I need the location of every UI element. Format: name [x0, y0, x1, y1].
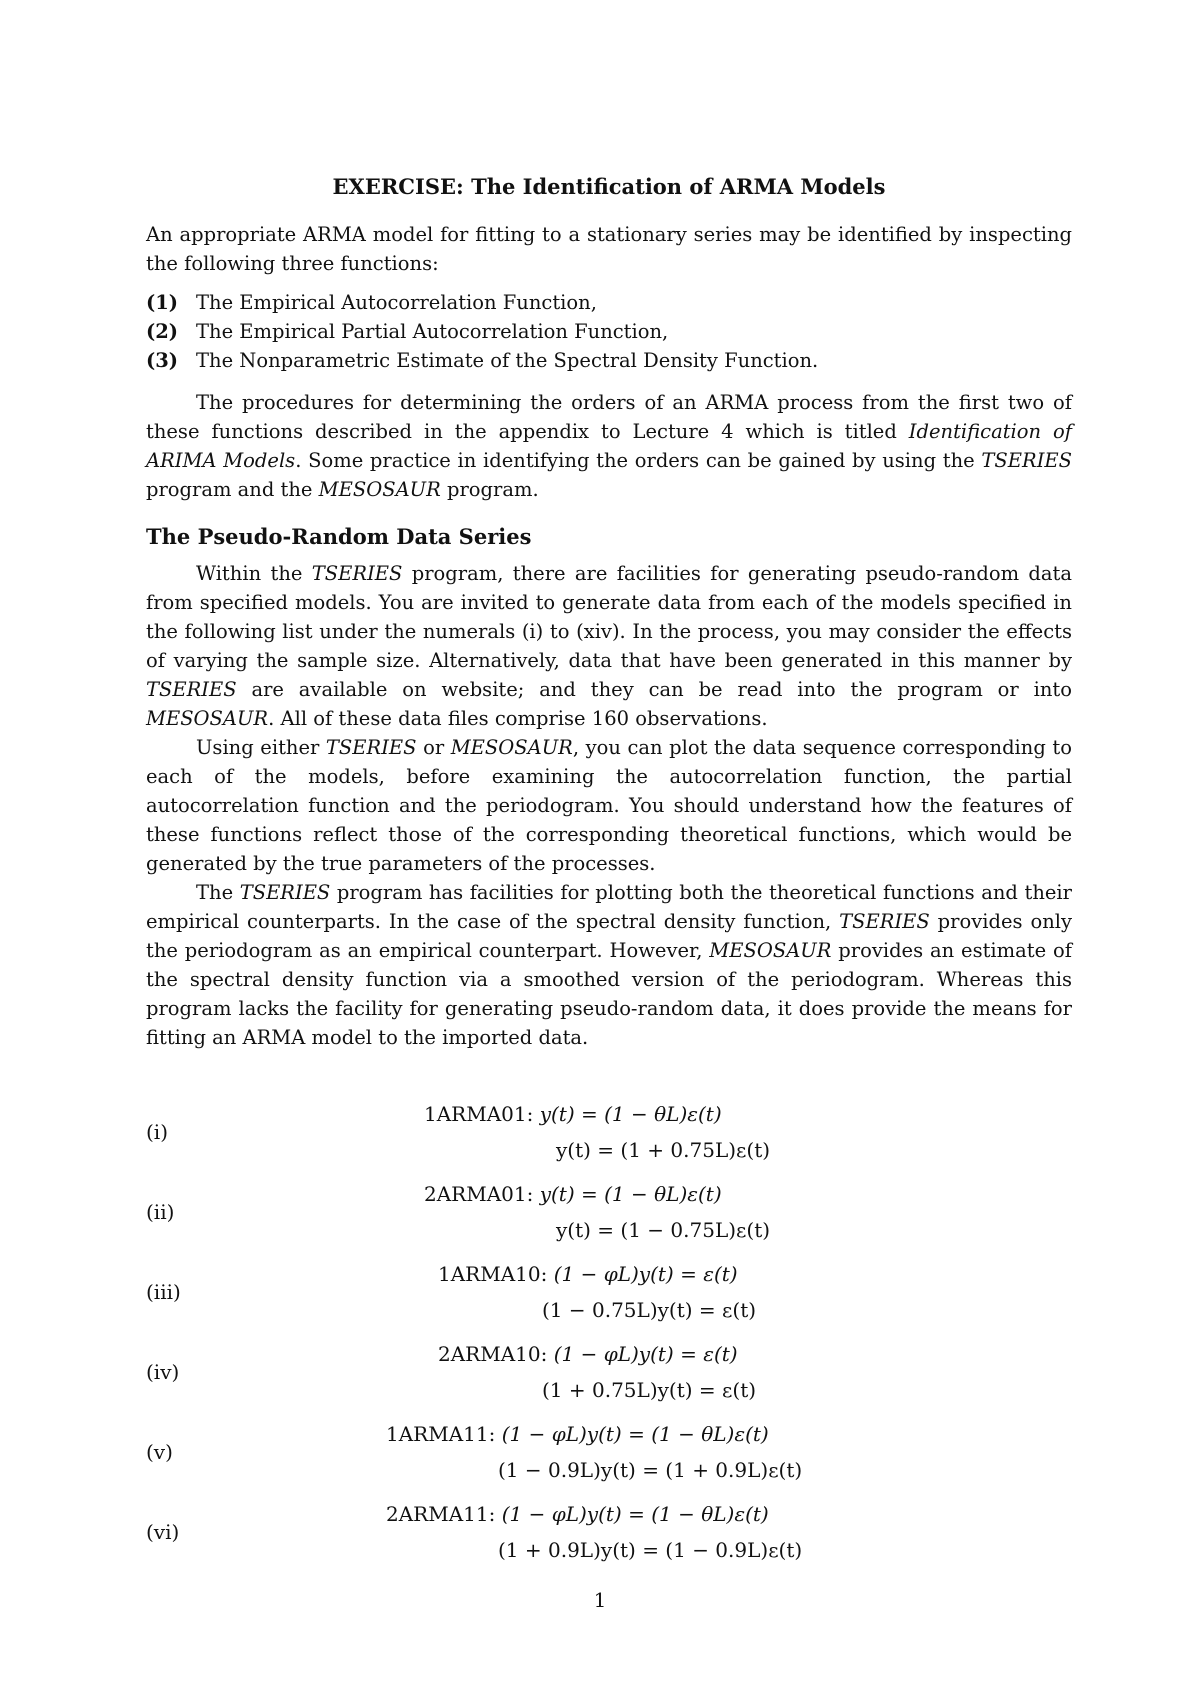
- model-specific-equation: (1 − 0.75L)y(t) = ε(t): [542, 1298, 757, 1322]
- procedures-paragraph: [146, 388, 1072, 504]
- page-title: EXERCISE: The Identification of ARMA Models: [332, 174, 886, 199]
- model-name: 1ARMA11:: [386, 1422, 496, 1446]
- model-equation: [424, 1100, 722, 1128]
- program-name: MESOSAUR: [318, 478, 441, 501]
- model-label: (i): [146, 1120, 169, 1144]
- list-item-text: The Empirical Partial Autocorrelation Function,: [196, 320, 669, 343]
- model-label: (ii): [146, 1200, 175, 1224]
- model-equation: [438, 1260, 738, 1288]
- model-equation: [424, 1180, 722, 1208]
- model-specific-equation: y(t) = (1 + 0.75L)ε(t): [556, 1138, 771, 1162]
- general-equation: (1 − φL)y(t) = (1 − θL)ε(t): [501, 1502, 769, 1526]
- program-name: TSERIES: [981, 449, 1072, 472]
- model-name: 2ARMA10:: [438, 1342, 548, 1366]
- model-entry: [146, 1180, 1072, 1260]
- text-run: program, there are facilities for generating pseudo-random data from specified models. You are invited to generate data from each of the models specified in the following list under the numerals (i) to (xiv). In the process, you may consider the effects of varying the sample size. Alternatively, data that have been generated in this manner by: [146, 562, 1072, 672]
- model-specific-equation: (1 + 0.9L)y(t) = (1 − 0.9L)ε(t): [498, 1538, 803, 1562]
- model-specific-equation: y(t) = (1 − 0.75L)ε(t): [556, 1218, 771, 1242]
- program-name: TSERIES: [146, 678, 237, 701]
- text-run: provides an estimate of the spectral density function via a smoothed version of the periodogram. Whereas this program lacks the facility for generating pseudo-random data, it does provide the means for fitting an ARMA model to the imported data.: [146, 939, 1072, 1049]
- using-paragraph: [146, 733, 1072, 878]
- program-name: MESOSAUR: [146, 707, 269, 730]
- model-name: 1ARMA10:: [438, 1262, 548, 1286]
- model-entry: [146, 1500, 1072, 1580]
- program-name: TSERIES: [311, 562, 403, 585]
- within-paragraph: [146, 559, 1072, 733]
- program-name: MESOSAUR: [450, 736, 573, 759]
- general-equation: (1 − φL)y(t) = ε(t): [553, 1342, 738, 1366]
- list-item: [146, 346, 1072, 375]
- program-name: TSERIES: [239, 881, 331, 904]
- page-number: 1: [593, 1588, 607, 1612]
- the-paragraph: [146, 878, 1072, 1052]
- model-label: (iii): [146, 1280, 181, 1304]
- text-run: . Some practice in identifying the orders can be gained by using the: [295, 449, 982, 472]
- program-name: MESOSAUR: [709, 939, 832, 962]
- model-label: (v): [146, 1440, 173, 1464]
- text-run: Within the: [196, 562, 312, 585]
- model-entry: [146, 1260, 1072, 1340]
- program-name: TSERIES: [839, 910, 930, 933]
- model-name: 2ARMA01:: [424, 1182, 534, 1206]
- text-run: or: [416, 736, 451, 759]
- text-run: program.: [440, 478, 539, 501]
- model-specific-equation: (1 + 0.75L)y(t) = ε(t): [542, 1378, 757, 1402]
- list-item: [146, 317, 1072, 346]
- text-run: program and the: [146, 478, 319, 501]
- text-run: The: [196, 881, 240, 904]
- list-item: [146, 288, 1072, 317]
- text-run: are available on website; and they can be read into the program or into: [236, 678, 1072, 701]
- text-run: provides only the periodogram as an empirical counterpart. However,: [146, 910, 1073, 962]
- model-entry: [146, 1340, 1072, 1420]
- model-name: 1ARMA01:: [424, 1102, 534, 1126]
- section-heading: The Pseudo-Random Data Series: [146, 524, 532, 549]
- text-run: Using either: [196, 736, 326, 759]
- function-list: [146, 288, 1072, 375]
- intro-paragraph: An appropriate ARMA model for fitting to a stationary series may be identified by inspecting the following three functions:: [146, 223, 1072, 275]
- text-run: . All of these data files comprise 160 observations.: [268, 707, 768, 730]
- model-entry: [146, 1420, 1072, 1500]
- model-label: (iv): [146, 1360, 180, 1384]
- list-item-number: (2): [146, 320, 179, 343]
- model-name: 2ARMA11:: [386, 1502, 496, 1526]
- model-entry: [146, 1100, 1072, 1180]
- text-run: , you can plot the data sequence corresponding to each of the models, before examining the autocorrelation function, the partial autocorrelation function and the periodogram. You should understand how the features of these functions reflect those of the corresponding theoretical functions, which would be generated by the true parameters of the processes.: [146, 736, 1072, 875]
- general-equation: (1 − φL)y(t) = ε(t): [553, 1262, 738, 1286]
- general-equation: (1 − φL)y(t) = (1 − θL)ε(t): [501, 1422, 769, 1446]
- model-label: (vi): [146, 1520, 180, 1544]
- document-body: [146, 172, 1072, 1052]
- model-specific-equation: (1 − 0.9L)y(t) = (1 + 0.9L)ε(t): [498, 1458, 803, 1482]
- list-item-number: (3): [146, 349, 179, 372]
- model-list: [146, 1100, 1072, 1580]
- general-equation: y(t) = (1 − θL)ε(t): [539, 1102, 722, 1126]
- model-equation: [386, 1500, 769, 1528]
- text-run: program has facilities for plotting both the theoretical functions and their empirical counterparts. In the case of the spectral density function,: [146, 881, 1072, 933]
- italic-title: Identification of ARIMA Models: [146, 420, 1072, 472]
- model-equation: [438, 1340, 738, 1368]
- text-run: The procedures for determining the orders of an ARMA process from the first two of these functions described in the appendix to Lecture 4 which is titled: [146, 391, 1072, 443]
- general-equation: y(t) = (1 − θL)ε(t): [539, 1182, 722, 1206]
- model-equation: [386, 1420, 769, 1448]
- program-name: TSERIES: [325, 736, 417, 759]
- list-item-number: (1): [146, 291, 179, 314]
- list-item-text: The Empirical Autocorrelation Function,: [196, 291, 597, 314]
- list-item-text: The Nonparametric Estimate of the Spectral Density Function.: [196, 349, 819, 372]
